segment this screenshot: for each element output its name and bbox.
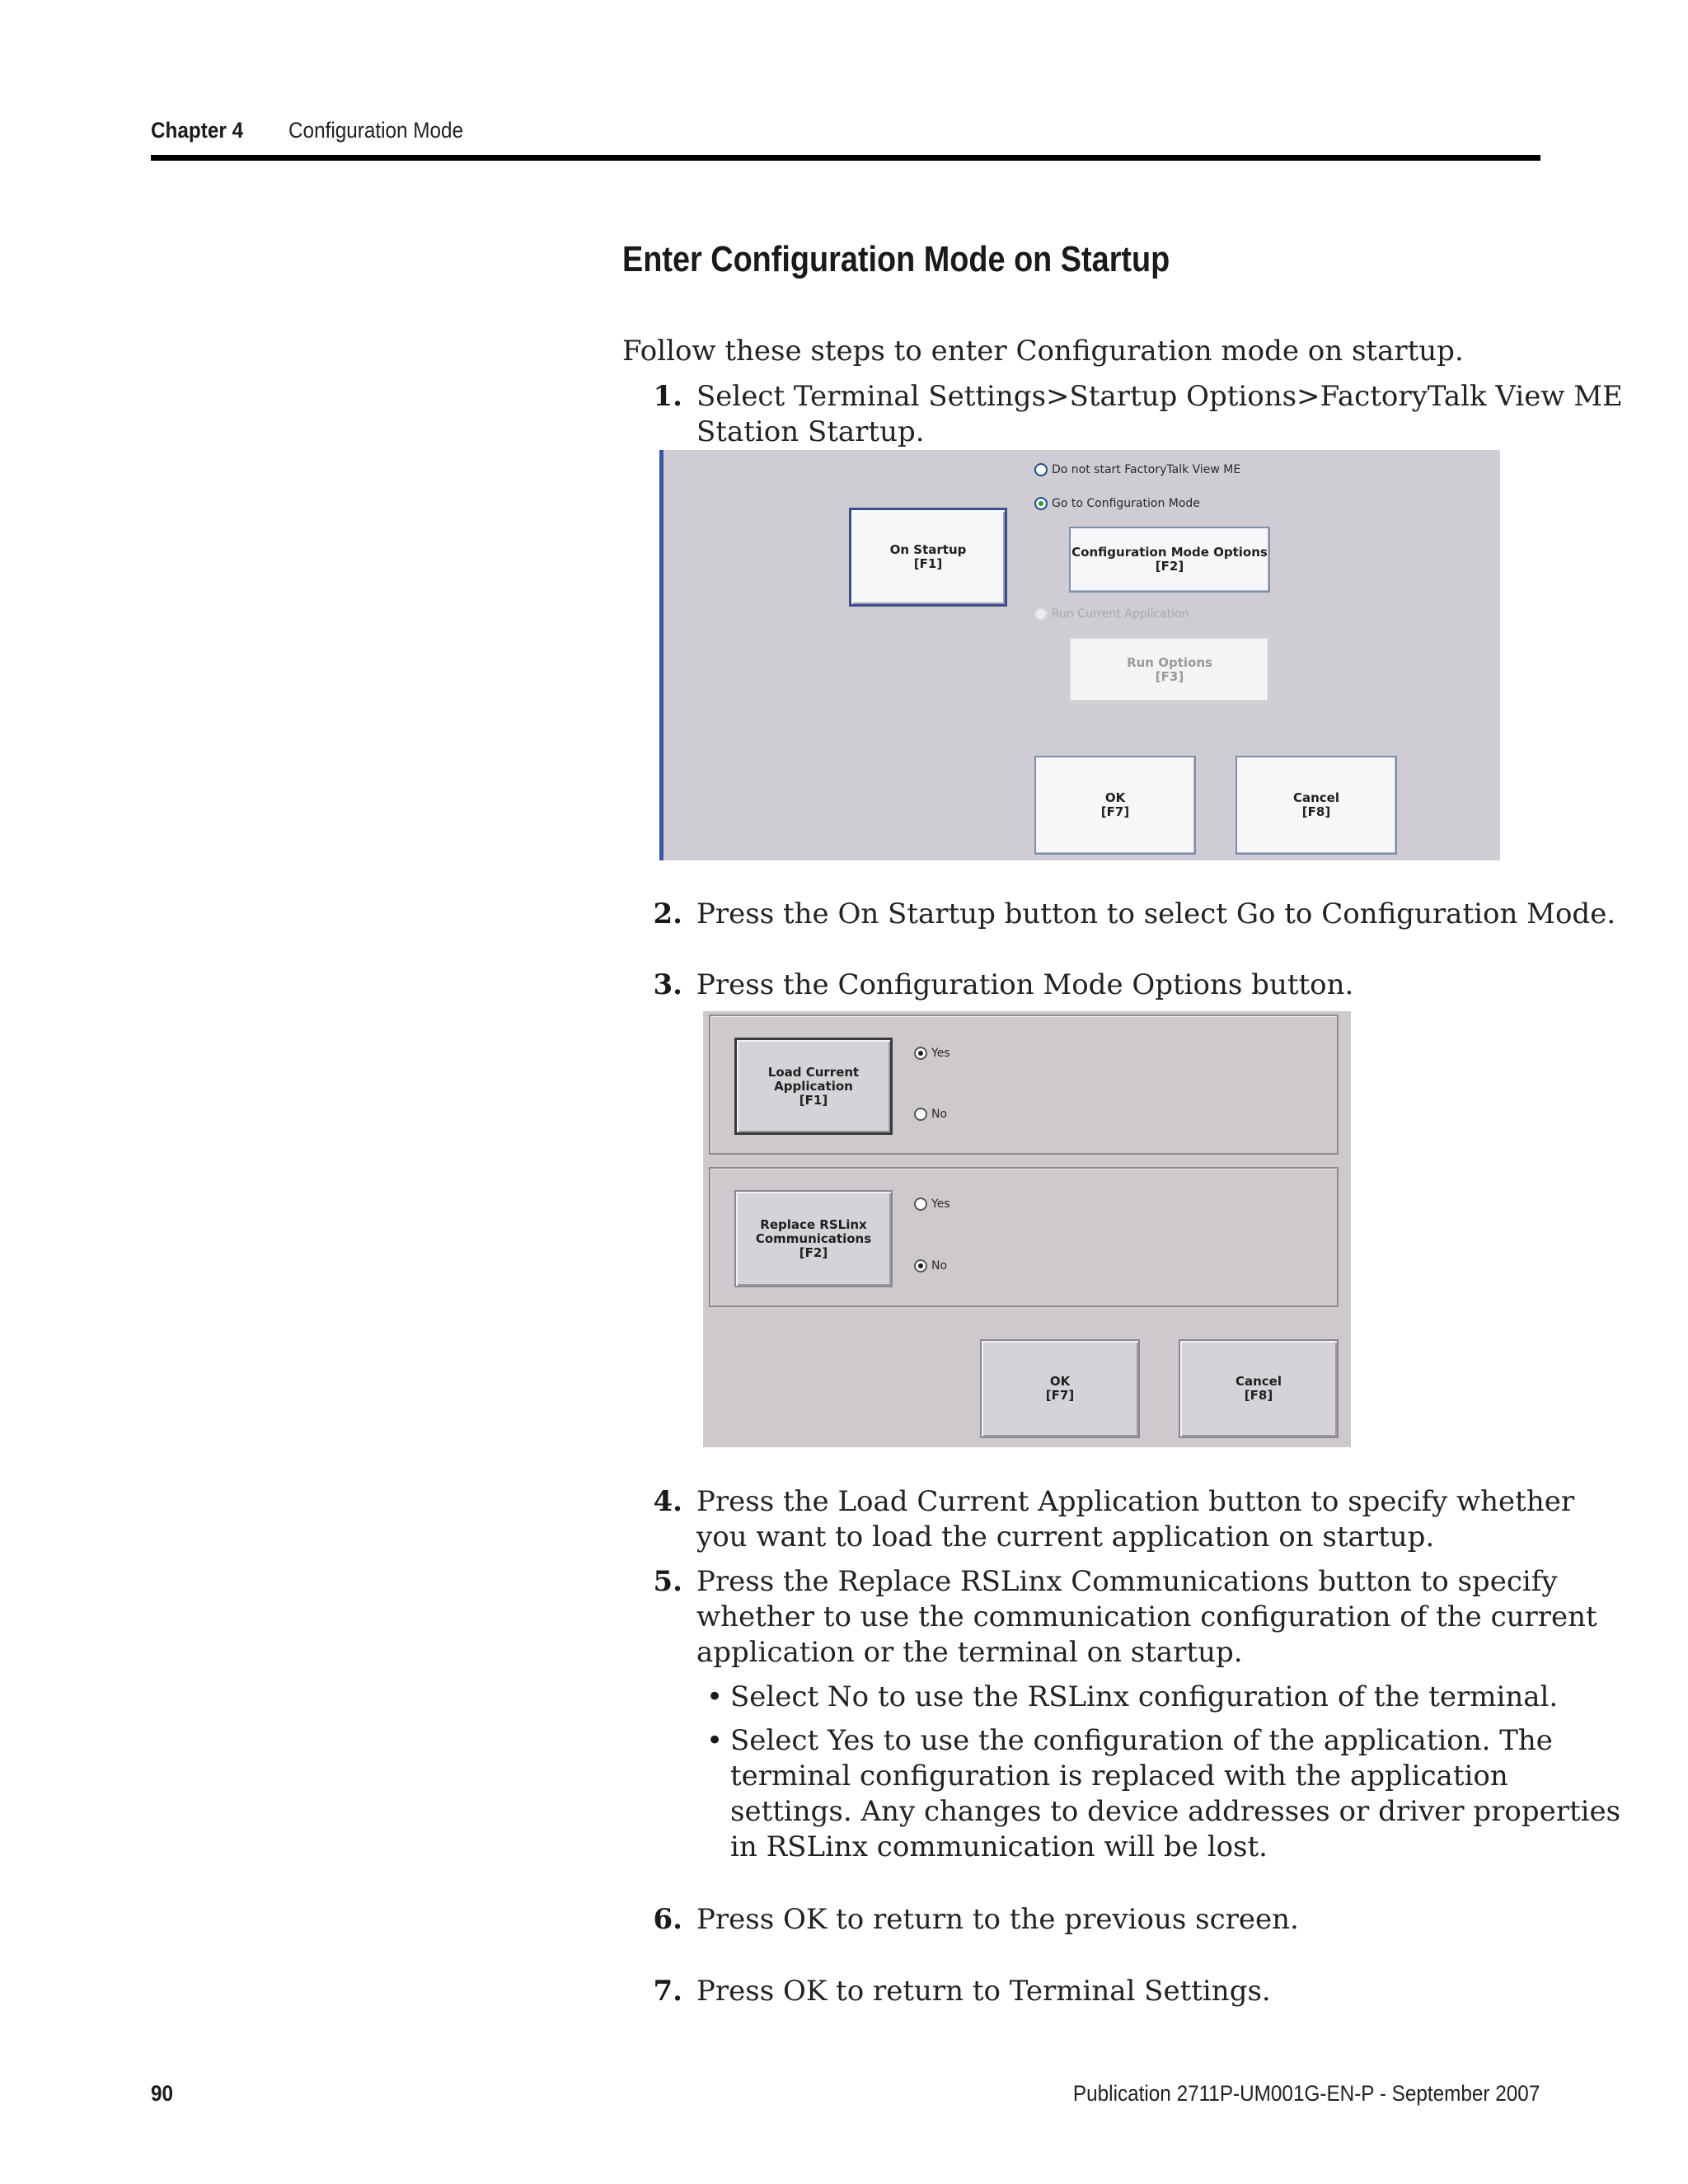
header-rule bbox=[151, 155, 1540, 161]
button-key: [F3] bbox=[1155, 669, 1184, 684]
replace-no-radio[interactable] bbox=[914, 1259, 947, 1272]
ok-button[interactable] bbox=[980, 1339, 1140, 1438]
load-current-application-button[interactable] bbox=[734, 1038, 893, 1135]
step-text: Press the Load Current Application button to specify whether bbox=[696, 1485, 1575, 1518]
publication-label: Publication 2711P-UM001G-EN-P - September 2007 bbox=[1072, 2081, 1540, 2106]
button-label: OK bbox=[1104, 790, 1126, 805]
radio-icon bbox=[914, 1108, 927, 1121]
button-label: On Startup bbox=[889, 542, 967, 557]
bullet-text: settings. Any changes to device addresses or driver properties bbox=[730, 1795, 1621, 1828]
step-text: you want to load the current application on startup. bbox=[696, 1521, 1435, 1554]
radio-label: No bbox=[931, 1108, 948, 1121]
bullet-icon: • bbox=[706, 1724, 724, 1757]
button-label: Run Options bbox=[1127, 655, 1212, 670]
step-number: 5. bbox=[653, 1565, 682, 1598]
cancel-button[interactable] bbox=[1179, 1339, 1339, 1438]
bullet-text: Select Yes to use the configuration of the application. The bbox=[730, 1724, 1553, 1757]
button-key: [F2] bbox=[1155, 559, 1184, 574]
on-startup-button[interactable] bbox=[849, 508, 1007, 607]
radio-do-not-start[interactable] bbox=[1034, 463, 1240, 476]
button-key: [F8] bbox=[1244, 1388, 1273, 1403]
step-text: Press OK to return to the previous screen. bbox=[696, 1903, 1299, 1936]
step-text: application or the terminal on startup. bbox=[696, 1636, 1243, 1669]
step-number: 1. bbox=[653, 380, 682, 413]
button-label: Cancel bbox=[1235, 1374, 1282, 1389]
step-text: Press the Replace RSLinx Communications button to specify bbox=[696, 1565, 1558, 1598]
config-mode-options-screenshot bbox=[703, 1011, 1351, 1447]
cancel-button[interactable] bbox=[1236, 756, 1397, 855]
bullet-text: terminal configuration is replaced with the application bbox=[730, 1760, 1508, 1793]
radio-label: Run Current Application bbox=[1052, 607, 1189, 621]
radio-icon bbox=[1034, 607, 1048, 621]
radio-label: No bbox=[931, 1259, 948, 1272]
radio-label: Go to Configuration Mode bbox=[1052, 497, 1200, 510]
radio-label: Yes bbox=[931, 1047, 950, 1060]
button-key: [F1] bbox=[799, 1092, 828, 1108]
radio-checked-icon bbox=[914, 1047, 927, 1060]
run-options-button[interactable] bbox=[1069, 637, 1270, 703]
radio-icon bbox=[1034, 463, 1048, 476]
section-title: Enter Configuration Mode on Startup bbox=[622, 239, 1170, 279]
step-number: 2. bbox=[653, 898, 682, 930]
radio-run-app[interactable] bbox=[1034, 607, 1189, 621]
replace-rslinx-button[interactable] bbox=[734, 1190, 893, 1287]
button-label: Replace RSLinx bbox=[760, 1216, 867, 1232]
page-number: 90 bbox=[151, 2081, 174, 2106]
bullet-text: in RSLinx communication will be lost. bbox=[730, 1830, 1268, 1863]
radio-icon bbox=[914, 1197, 927, 1211]
replace-yes-radio[interactable] bbox=[914, 1197, 950, 1211]
button-label: OK bbox=[1049, 1374, 1071, 1389]
step-text: Select Terminal Settings>Startup Options>FactoryTalk View ME bbox=[696, 380, 1623, 413]
step-text: Station Startup. bbox=[696, 415, 925, 448]
step-number: 7. bbox=[653, 1975, 682, 2008]
radio-go-to-config[interactable] bbox=[1034, 497, 1200, 510]
button-label: Cancel bbox=[1292, 790, 1339, 805]
button-key: [F2] bbox=[799, 1244, 828, 1260]
ok-button[interactable] bbox=[1034, 756, 1196, 855]
step-number: 6. bbox=[653, 1903, 682, 1936]
step-text: whether to use the communication configuration of the current bbox=[696, 1601, 1597, 1633]
step-number: 4. bbox=[653, 1485, 682, 1518]
step-text: Press the On Startup button to select Go to Configuration Mode. bbox=[696, 898, 1616, 930]
startup-options-screenshot bbox=[659, 450, 1500, 860]
button-label: Communications bbox=[755, 1230, 872, 1246]
button-key: [F8] bbox=[1301, 804, 1331, 819]
button-key: [F7] bbox=[1100, 804, 1130, 819]
chapter-label: Chapter 4 bbox=[151, 118, 244, 143]
step-number: 3. bbox=[653, 968, 682, 1001]
bullet-text: Select No to use the RSLinx configuration of the terminal. bbox=[730, 1680, 1559, 1713]
radio-checked-icon bbox=[914, 1259, 927, 1272]
chapter-title: Configuration Mode bbox=[288, 118, 464, 143]
step-text: Press OK to return to Terminal Settings. bbox=[696, 1975, 1271, 2008]
button-label: Configuration Mode Options bbox=[1071, 545, 1268, 560]
bullet-icon: • bbox=[706, 1680, 724, 1713]
config-mode-options-button[interactable] bbox=[1069, 527, 1270, 593]
radio-label: Do not start FactoryTalk View ME bbox=[1052, 463, 1241, 476]
button-key: [F7] bbox=[1045, 1388, 1075, 1403]
load-yes-radio[interactable] bbox=[914, 1047, 950, 1060]
load-no-radio[interactable] bbox=[914, 1108, 947, 1121]
button-key: [F1] bbox=[913, 556, 943, 571]
intro-text: Follow these steps to enter Configuration mode on startup. bbox=[622, 335, 1464, 368]
button-label: Load Current bbox=[767, 1064, 860, 1080]
radio-checked-icon bbox=[1034, 497, 1048, 510]
button-label: Application bbox=[774, 1078, 853, 1094]
radio-label: Yes bbox=[931, 1197, 950, 1211]
step-text: Press the Configuration Mode Options button. bbox=[696, 968, 1354, 1001]
